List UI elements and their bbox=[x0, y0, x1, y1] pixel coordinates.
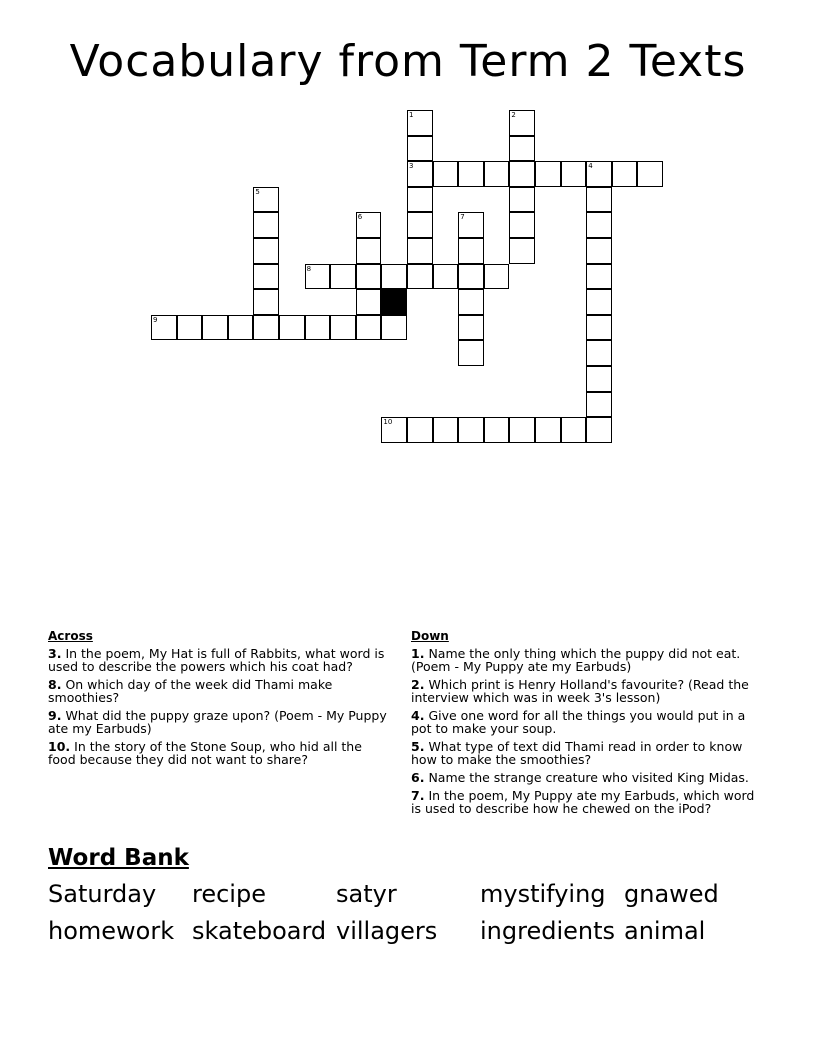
clue-across-3 bbox=[48, 647, 393, 673]
crossword-cell[interactable] bbox=[458, 417, 484, 443]
clue-text: Give one word for all the things you would put in a pot to make your soup. bbox=[411, 708, 746, 736]
clue-down-2 bbox=[411, 678, 761, 704]
crossword-cell[interactable] bbox=[535, 161, 561, 187]
word-bank-heading: Word Bank bbox=[48, 845, 189, 871]
clue-number: 8. bbox=[48, 677, 62, 692]
crossword-cell[interactable] bbox=[407, 238, 433, 264]
clue-text: On which day of the week did Thami make smoothies? bbox=[48, 677, 333, 705]
clue-text: In the poem, My Hat is full of Rabbits, what word is used to describe the powers which his coat had? bbox=[48, 646, 385, 674]
clue-number: 4. bbox=[411, 708, 425, 723]
word-bank-row bbox=[48, 880, 768, 917]
crossword-cell[interactable] bbox=[561, 417, 587, 443]
crossword-cell[interactable] bbox=[433, 161, 459, 187]
crossword-cell[interactable] bbox=[458, 161, 484, 187]
clue-number-label: 10 bbox=[383, 418, 393, 427]
crossword-cell[interactable] bbox=[509, 417, 535, 443]
across-heading: Across bbox=[48, 629, 93, 643]
clue-number: 1. bbox=[411, 646, 425, 661]
crossword-cell[interactable] bbox=[356, 238, 382, 264]
crossword-cell[interactable] bbox=[407, 212, 433, 238]
crossword-cell[interactable] bbox=[330, 315, 356, 341]
crossword-grid bbox=[0, 0, 816, 460]
crossword-cell[interactable] bbox=[407, 417, 433, 443]
crossword-cell[interactable] bbox=[381, 315, 407, 341]
crossword-cell[interactable] bbox=[484, 417, 510, 443]
clue-number-label: 5 bbox=[255, 187, 260, 196]
word-bank-item: animal bbox=[624, 917, 706, 945]
clue-down-6 bbox=[411, 771, 761, 784]
crossword-cell[interactable] bbox=[407, 110, 433, 136]
word-bank-item: Saturday bbox=[48, 880, 157, 908]
crossword-cell[interactable] bbox=[407, 264, 433, 290]
clue-number-label: 6 bbox=[357, 213, 363, 222]
clue-text: Name the strange creature who visited King Midas. bbox=[428, 770, 749, 785]
clue-number-label: 3 bbox=[409, 162, 414, 171]
word-bank-item: satyr bbox=[336, 880, 397, 908]
crossword-cell[interactable] bbox=[535, 417, 561, 443]
clue-text: What type of text did Thami read in order to know how to make the smoothies? bbox=[411, 739, 743, 767]
crossword-cell[interactable] bbox=[305, 264, 331, 290]
crossword-cell[interactable] bbox=[458, 289, 484, 315]
crossword-cell[interactable] bbox=[586, 289, 612, 315]
crossword-cell[interactable] bbox=[637, 161, 663, 187]
crossword-cell[interactable] bbox=[253, 212, 279, 238]
crossword-cell[interactable] bbox=[586, 315, 612, 341]
clue-number-label: 1 bbox=[409, 111, 414, 119]
crossword-cell[interactable] bbox=[586, 392, 612, 418]
clue-number-label: 2 bbox=[511, 111, 516, 119]
clue-text: Which print is Henry Holland's favourite? (Read the interview which was in week 3's lesson) bbox=[411, 677, 749, 705]
clue-across-10 bbox=[48, 740, 393, 766]
clue-number: 7. bbox=[411, 788, 425, 803]
crossword-cell[interactable] bbox=[305, 315, 331, 341]
word-bank-item: villagers bbox=[336, 917, 438, 945]
crossword-cell[interactable] bbox=[484, 161, 510, 187]
clue-number-label: 8 bbox=[306, 264, 312, 273]
word-bank-item: skateboard bbox=[192, 917, 327, 945]
down-heading: Down bbox=[411, 629, 449, 643]
word-bank-item: mystifying bbox=[480, 880, 606, 908]
clue-number: 9. bbox=[48, 708, 62, 723]
crossword-cell[interactable] bbox=[509, 136, 535, 162]
crossword-cell[interactable] bbox=[509, 110, 535, 136]
crossword-cell[interactable] bbox=[586, 212, 612, 238]
clue-text: What did the puppy graze upon? (Poem - My Puppy ate my Earbuds) bbox=[48, 708, 387, 736]
crossword-cell[interactable] bbox=[586, 366, 612, 392]
word-bank-item: recipe bbox=[192, 880, 266, 908]
crossword-cell[interactable] bbox=[253, 315, 279, 341]
crossword-cell[interactable] bbox=[202, 315, 228, 341]
crossword-cell[interactable] bbox=[458, 315, 484, 341]
crossword-cell[interactable] bbox=[484, 264, 510, 290]
clue-number: 5. bbox=[411, 739, 425, 754]
crossword-cell[interactable] bbox=[407, 136, 433, 162]
clue-down-1 bbox=[411, 647, 761, 673]
clue-number-label: 4 bbox=[588, 162, 593, 171]
crossword-cell[interactable] bbox=[458, 212, 484, 238]
clue-number: 6. bbox=[411, 770, 425, 785]
crossword-cell[interactable] bbox=[253, 187, 279, 213]
crossword-cell[interactable] bbox=[381, 417, 407, 443]
crossword-cell[interactable] bbox=[586, 161, 612, 187]
clue-across-8 bbox=[48, 678, 393, 704]
down-clues bbox=[411, 630, 761, 820]
crossword-cell[interactable] bbox=[458, 264, 484, 290]
word-bank-row bbox=[48, 917, 768, 954]
clue-number: 2. bbox=[411, 677, 425, 692]
crossword-cell[interactable] bbox=[407, 187, 433, 213]
crossword-cell[interactable] bbox=[356, 289, 382, 315]
clue-number-label: 7 bbox=[460, 213, 465, 222]
crossword-cell[interactable] bbox=[177, 315, 203, 341]
crossword-cell[interactable] bbox=[330, 264, 356, 290]
word-bank-item: gnawed bbox=[624, 880, 719, 908]
crossword-cell[interactable] bbox=[561, 161, 587, 187]
clue-number: 3. bbox=[48, 646, 62, 661]
page-title: Vocabulary from Term 2 Texts bbox=[69, 36, 747, 87]
clue-down-7 bbox=[411, 789, 761, 815]
crossword-cell[interactable] bbox=[509, 212, 535, 238]
word-bank bbox=[48, 880, 768, 954]
crossword-cell[interactable] bbox=[279, 315, 305, 341]
crossword-cell[interactable] bbox=[433, 264, 459, 290]
crossword-cell[interactable] bbox=[612, 161, 638, 187]
clue-number: 10. bbox=[48, 739, 71, 754]
crossword-cell[interactable] bbox=[586, 340, 612, 366]
clue-across-9 bbox=[48, 709, 393, 735]
crossword-cell[interactable] bbox=[407, 161, 433, 187]
crossword-cell[interactable] bbox=[433, 417, 459, 443]
blocked-cell bbox=[381, 289, 407, 315]
clue-text: In the story of the Stone Soup, who hid all the food because they did not want to share? bbox=[48, 739, 362, 767]
crossword-cell[interactable] bbox=[356, 212, 382, 238]
crossword-cell[interactable] bbox=[253, 238, 279, 264]
crossword-cell[interactable] bbox=[509, 238, 535, 264]
crossword-cell[interactable] bbox=[381, 264, 407, 290]
clue-text: In the poem, My Puppy ate my Earbuds, which word is used to describe how he chewed on the iPod? bbox=[411, 788, 755, 816]
clue-number-label: 9 bbox=[153, 315, 158, 324]
crossword-cell[interactable] bbox=[586, 264, 612, 290]
crossword-cell[interactable] bbox=[356, 315, 382, 341]
word-bank-item: homework bbox=[48, 917, 175, 945]
crossword-cell[interactable] bbox=[151, 315, 177, 341]
crossword-cell[interactable] bbox=[509, 161, 535, 187]
clue-text: Name the only thing which the puppy did not eat. (Poem - My Puppy ate my Earbuds) bbox=[411, 646, 741, 674]
across-clues bbox=[48, 630, 393, 771]
crossword-cell[interactable] bbox=[586, 187, 612, 213]
crossword-cell[interactable] bbox=[228, 315, 254, 341]
crossword-cell[interactable] bbox=[356, 264, 382, 290]
crossword-cell[interactable] bbox=[458, 340, 484, 366]
clue-down-4 bbox=[411, 709, 761, 735]
crossword-cell[interactable] bbox=[586, 238, 612, 264]
crossword-cell[interactable] bbox=[586, 417, 612, 443]
crossword-cell[interactable] bbox=[253, 289, 279, 315]
clue-down-5 bbox=[411, 740, 761, 766]
crossword-cell[interactable] bbox=[253, 264, 279, 290]
word-bank-item: ingredients bbox=[480, 917, 616, 945]
crossword-cell[interactable] bbox=[458, 238, 484, 264]
crossword-cell[interactable] bbox=[509, 187, 535, 213]
